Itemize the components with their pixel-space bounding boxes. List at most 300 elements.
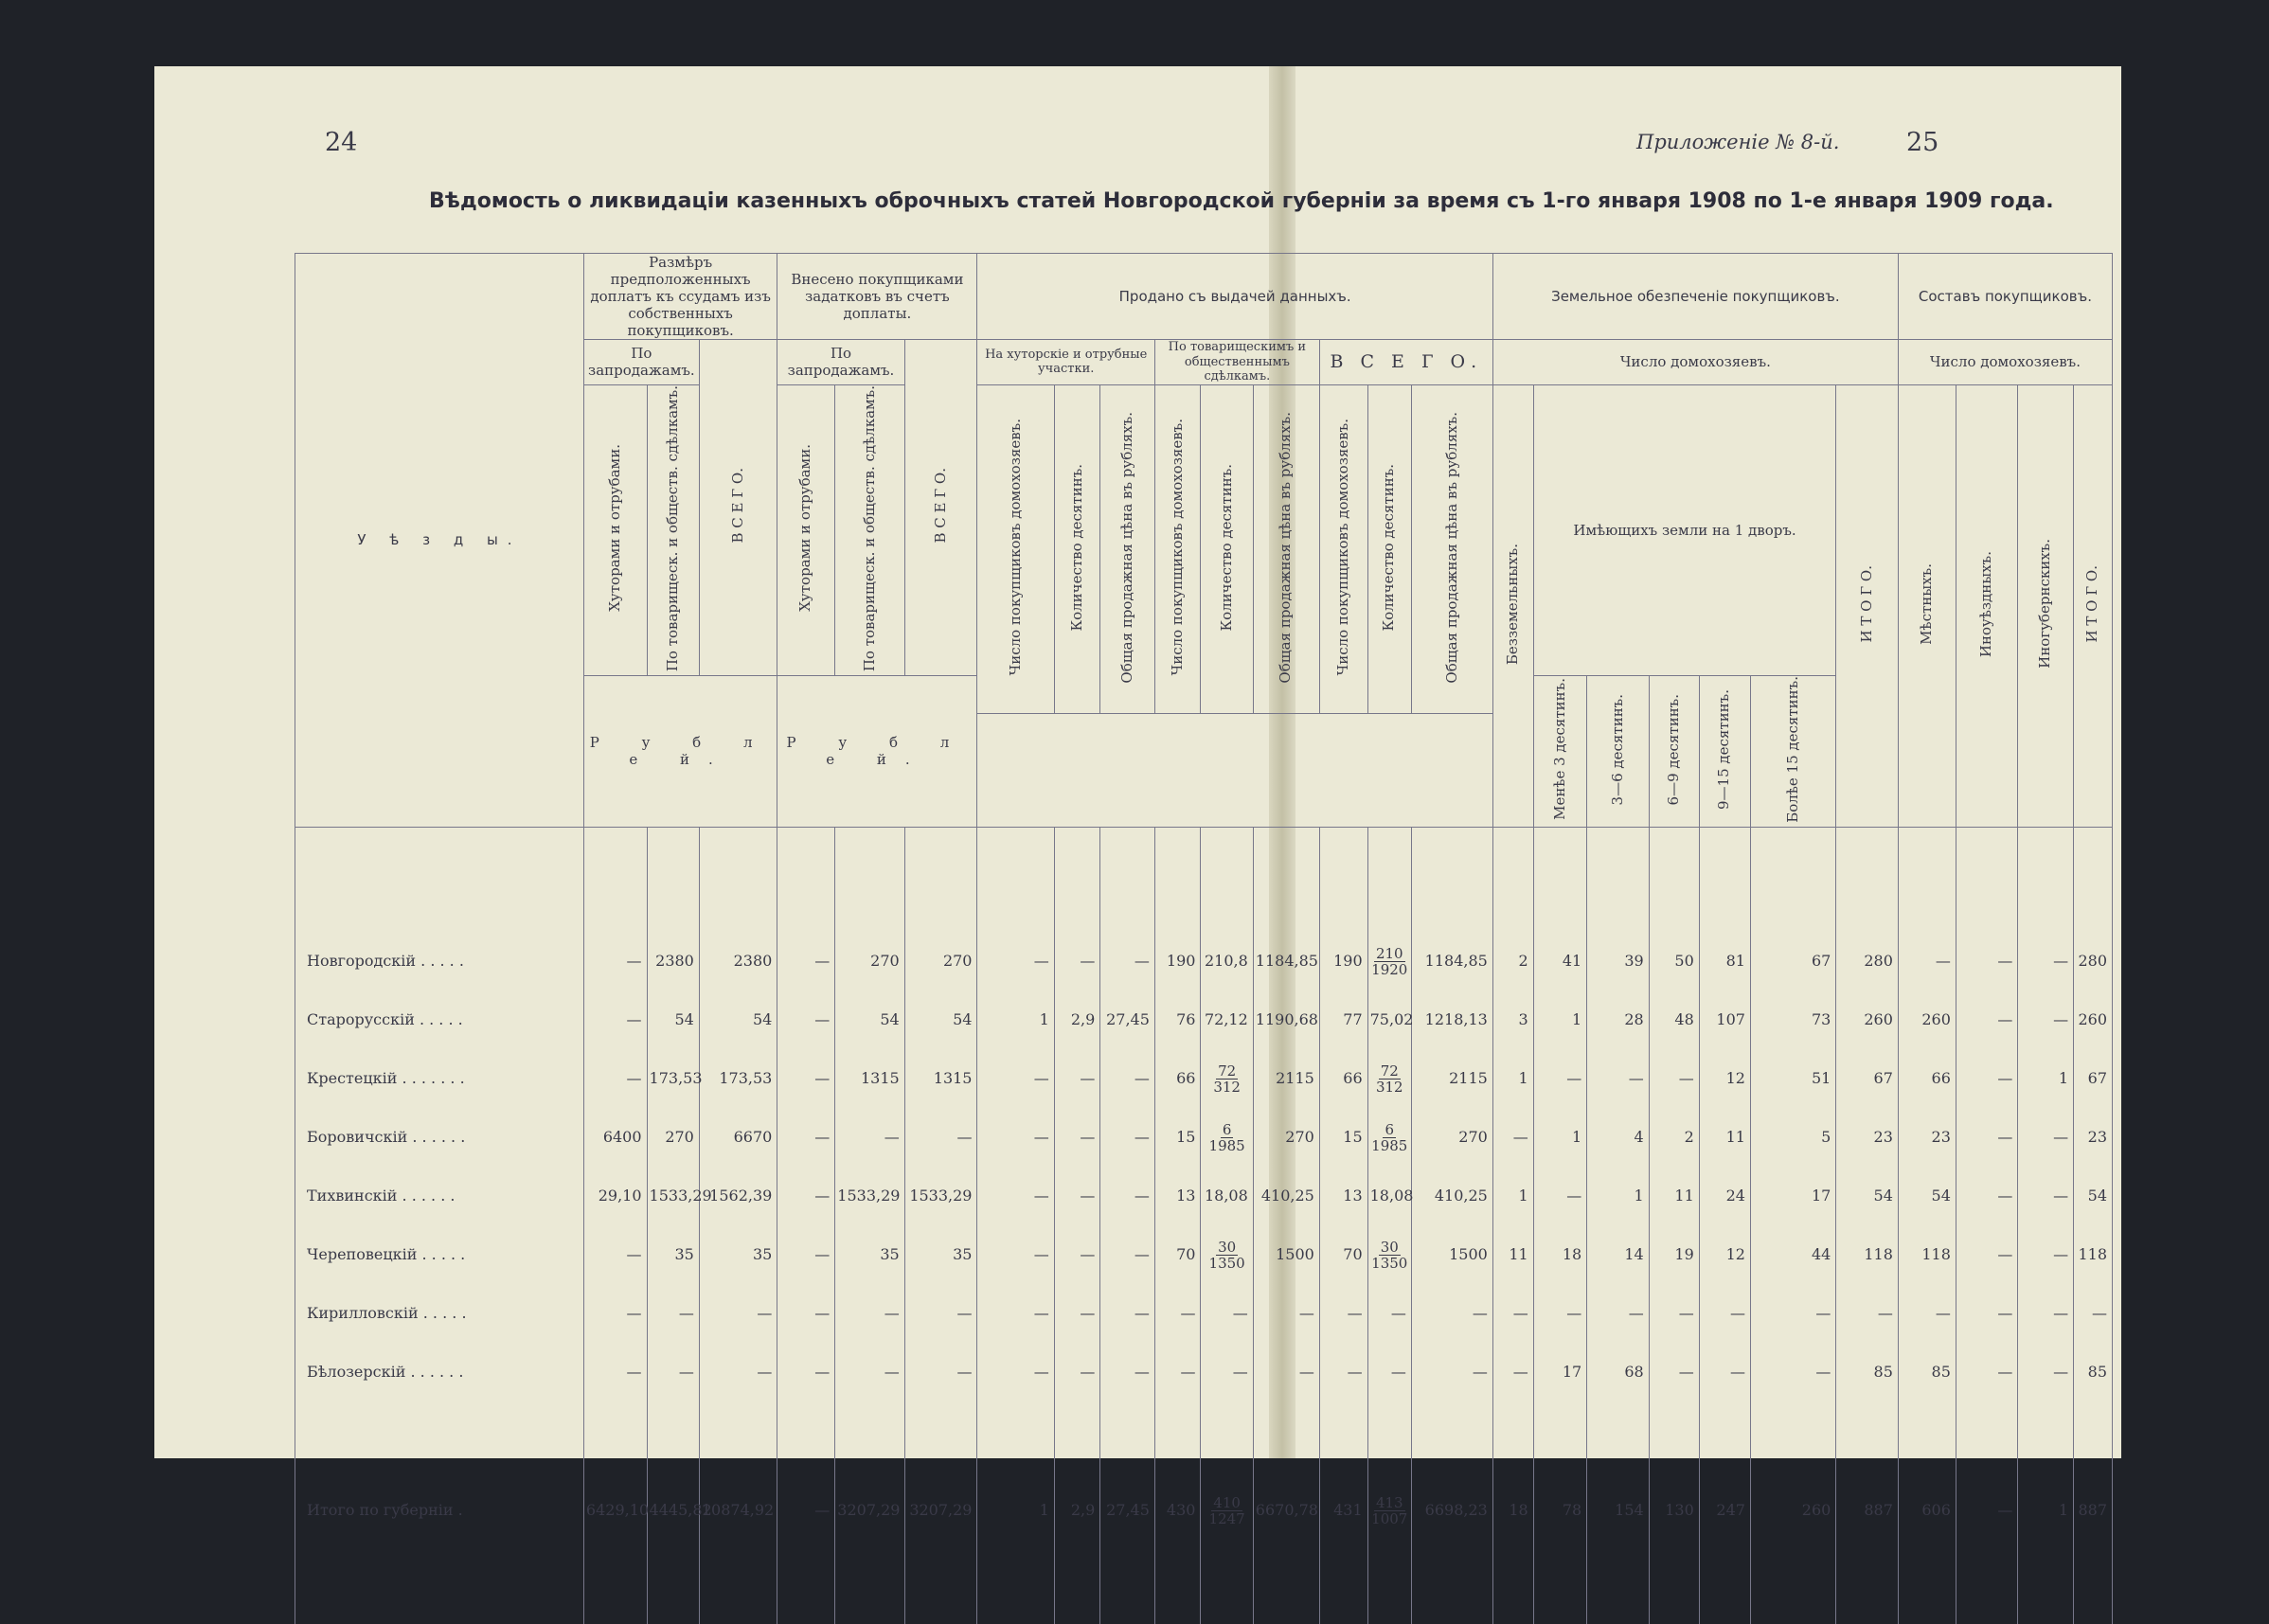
end-cell [1587,1567,1650,1624]
gap-cell [1201,1401,1253,1454]
cell-c24: — [1956,990,2018,1049]
cell-c1: — [583,932,647,990]
cell-c12: — [1253,1343,1319,1401]
gap-cell [977,1401,1054,1454]
gap-cell [583,1401,647,1454]
cell-c19: — [1649,1284,1699,1343]
cell-c21: 44 [1750,1225,1835,1284]
left-page-number: 24 [325,128,358,157]
cell-c18: — [1587,1284,1650,1343]
cell-c21: 51 [1750,1049,1835,1108]
cell-c2: 173,53 [647,1049,699,1108]
cell-c14: $\frac{413}{1007}$ [1367,1454,1411,1567]
end-cell [2018,1567,2074,1624]
cell-c23: 85 [1898,1343,1956,1401]
cell-c17: 17 [1533,1343,1586,1401]
uezd-name: Кирилловскій . . . . . [295,1284,584,1343]
cell-c23: — [1898,932,1956,990]
head-gt15: Болѣе 15 десятинъ. [1750,675,1835,827]
gap-cell [1367,1401,1411,1454]
cell-c6: 54 [904,990,977,1049]
cell-c15: 2115 [1411,1049,1492,1108]
cell-c12: 1500 [1253,1225,1319,1284]
head-landless: Безземельныхъ. [1492,384,1533,827]
cell-c17: — [1533,1049,1586,1108]
head-other-uezd: Иноуѣздныхъ. [1956,384,2018,827]
cell-c11: 210,8 [1201,932,1253,990]
cell-c11: $\frac{6}{1985}$ [1201,1108,1253,1167]
cell-c16: 2 [1492,932,1533,990]
cell-c7: — [977,932,1054,990]
cell-c6: 1533,29 [904,1167,977,1225]
gap-cell [1411,1401,1492,1454]
head-other-guberniya: Иногубернскихъ. [2018,384,2074,827]
cell-c8: — [1054,1225,1100,1284]
cell-c9: — [1100,932,1155,990]
table-row [295,1167,2113,1225]
cell-c11: — [1201,1284,1253,1343]
uezd-name: Старорусскій . . . . . [295,990,584,1049]
cell-c21: 17 [1750,1167,1835,1225]
gap-cell [1253,1401,1319,1454]
cell-c9: — [1100,1108,1155,1167]
cell-c18: 14 [1587,1225,1650,1284]
cell-c15: 1184,85 [1411,932,1492,990]
cell-c5: 3207,29 [835,1454,904,1567]
head-deposits: Внесено покупщиками задатковъ въ счетъ доплаты. [777,254,977,340]
cell-c10: — [1154,1284,1201,1343]
cell-c13: 15 [1319,1108,1367,1167]
cell-c12: 270 [1253,1108,1319,1167]
head-g3a-area: Количество десятинъ. [1054,384,1100,713]
cell-c11: 18,08 [1201,1167,1253,1225]
cell-c3: 173,53 [699,1049,777,1108]
cell-c7: — [977,1049,1054,1108]
appendix-label: Приложеніе № 8-й. [1636,131,1840,153]
cell-c24: — [1956,1167,2018,1225]
cell-c12: 1184,85 [1253,932,1319,990]
gap-cell [1836,1401,1899,1454]
cell-c5: — [835,1108,904,1167]
end-cell [699,1567,777,1624]
spacer-row [295,827,2113,932]
cell-c19: — [1649,1049,1699,1108]
end-cell [1649,1567,1699,1624]
cell-c10: 15 [1154,1108,1201,1167]
cell-c2: — [647,1343,699,1401]
cell-c3: — [699,1343,777,1401]
cell-c15: 1218,13 [1411,990,1492,1049]
cell-c22: 118 [1836,1225,1899,1284]
end-cell [1836,1567,1899,1624]
cell-c15: 1500 [1411,1225,1492,1284]
cell-c9: — [1100,1225,1155,1284]
cell-c25: — [2018,1343,2074,1401]
cell-c14: — [1367,1284,1411,1343]
gap-cell [835,1401,904,1454]
cell-c23: 54 [1898,1167,1956,1225]
head-g3c-area: Количество десятинъ. [1367,384,1411,713]
cell-c17: — [1533,1284,1586,1343]
cell-c22: 85 [1836,1343,1899,1401]
cell-c15: — [1411,1284,1492,1343]
cell-c10: 70 [1154,1225,1201,1284]
head-deposits-total: В С Е Г О. [904,340,977,676]
cell-c13: 66 [1319,1049,1367,1108]
cell-c25: — [2018,1225,2074,1284]
cell-c3: — [699,1284,777,1343]
cell-c5: 270 [835,932,904,990]
liquidation-table [295,253,2113,1624]
cell-c7: — [977,1167,1054,1225]
head-sold-farms: На хуторскіе и отрубные участки. [977,340,1154,385]
end-cell [1898,1567,1956,1624]
cell-c7: 1 [977,1454,1054,1567]
gap-cell [1319,1401,1367,1454]
cell-c26: 260 [2074,990,2113,1049]
cell-c24: — [1956,1343,2018,1401]
cell-c22: 67 [1836,1049,1899,1108]
head-sold-total: В С Е Г О. [1319,340,1492,385]
end-cell [295,1567,584,1624]
cell-c11: $\frac{72}{312}$ [1201,1049,1253,1108]
cell-c3: 1562,39 [699,1167,777,1225]
end-cell [1100,1567,1155,1624]
cell-c14: $\frac{6}{1985}$ [1367,1108,1411,1167]
gap-cell [699,1401,777,1454]
cell-c2: 1533,29 [647,1167,699,1225]
head-9-15: 9—15 десятинъ. [1699,675,1750,827]
cell-c14: $\frac{30}{1350}$ [1367,1225,1411,1284]
cell-c16: 11 [1492,1225,1533,1284]
uezd-name: Итого по губерніи . [295,1454,584,1567]
cell-c20: — [1699,1284,1750,1343]
end-cell [1054,1567,1100,1624]
cell-c9: — [1100,1049,1155,1108]
head-land-total: И Т О Г О. [1836,384,1899,827]
cell-c18: 154 [1587,1454,1650,1567]
head-g3a-price: Общая продажная цѣна въ рубляхъ. [1100,384,1155,713]
cell-c1: — [583,1284,647,1343]
gap-cell [1649,1401,1699,1454]
cell-c25: 1 [2018,1049,2074,1108]
cell-c15: 6698,23 [1411,1454,1492,1567]
end-cell [2074,1567,2113,1624]
cell-c22: 23 [1836,1108,1899,1167]
cell-c3: 6670 [699,1108,777,1167]
cell-c20: 24 [1699,1167,1750,1225]
cell-c17: — [1533,1167,1586,1225]
cell-c6: 270 [904,932,977,990]
cell-c2: 2380 [647,932,699,990]
cell-c8: — [1054,1049,1100,1108]
cell-c24: — [1956,1454,2018,1567]
head-sold: Продано съ выдачей данныхъ. [977,254,1492,340]
cell-c18: — [1587,1049,1650,1108]
cell-c6: 35 [904,1225,977,1284]
cell-c25: — [2018,1108,2074,1167]
cell-c9: — [1100,1343,1155,1401]
table-row [295,990,2113,1049]
cell-c2: 35 [647,1225,699,1284]
cell-c7: — [977,1343,1054,1401]
cell-c1: — [583,1225,647,1284]
cell-c13: 70 [1319,1225,1367,1284]
cell-c22: 260 [1836,990,1899,1049]
table-row [295,1108,2113,1167]
cell-c24: — [1956,932,2018,990]
gap-cell [1054,1401,1100,1454]
head-6-9: 6—9 десятинъ. [1649,675,1699,827]
gap-cell [1956,1401,2018,1454]
cell-c10: 430 [1154,1454,1201,1567]
uezd-name: Бѣлозерскій . . . . . . [295,1343,584,1401]
cell-c14: 18,08 [1367,1167,1411,1225]
cell-c18: 1 [1587,1167,1650,1225]
cell-c15: 270 [1411,1108,1492,1167]
cell-c25: — [2018,932,2074,990]
cell-c7: 1 [977,990,1054,1049]
cell-c19: 130 [1649,1454,1699,1567]
total-row [295,1454,2113,1567]
cell-c23: 66 [1898,1049,1956,1108]
cell-c19: 50 [1649,932,1699,990]
head-g3c-price: Общая продажная цѣна въ рубляхъ. [1411,384,1492,713]
gap-cell [1898,1401,1956,1454]
cell-c8: 2,9 [1054,990,1100,1049]
cell-c8: — [1054,1284,1100,1343]
end-cell [1956,1567,2018,1624]
cell-c24: — [1956,1284,2018,1343]
cell-c16: — [1492,1284,1533,1343]
cell-c16: 1 [1492,1167,1533,1225]
gap-cell [777,1401,835,1454]
cell-c14: $\frac{72}{312}$ [1367,1049,1411,1108]
cell-c19: 19 [1649,1225,1699,1284]
head-land-security: Земельное обезпеченіе покупщиковъ. [1492,254,1898,340]
page-title: Вѣдомость о ликвидаціи казенныхъ оброчныхъ статей Новгородской губерніи за время съ 1-го января 1908 по 1-е января 1909 года. [429,189,2054,213]
cell-c22: 54 [1836,1167,1899,1225]
cell-c21: 67 [1750,932,1835,990]
cell-c10: 76 [1154,990,1201,1049]
cell-c21: 73 [1750,990,1835,1049]
cell-c17: 78 [1533,1454,1586,1567]
cell-c2: 270 [647,1108,699,1167]
cell-c22: — [1836,1284,1899,1343]
cell-c16: — [1492,1343,1533,1401]
cell-c12: 2115 [1253,1049,1319,1108]
cell-c7: — [977,1225,1054,1284]
cell-c4: — [777,1454,835,1567]
cell-c19: 2 [1649,1108,1699,1167]
cell-c4: — [777,932,835,990]
gap-cell [1492,1401,1533,1454]
cell-c12: 1190,68 [1253,990,1319,1049]
cell-c26: 54 [2074,1167,2113,1225]
cell-c3: 54 [699,990,777,1049]
end-cell [835,1567,904,1624]
end-cell [1699,1567,1750,1624]
cell-c16: 18 [1492,1454,1533,1567]
cell-c12: — [1253,1284,1319,1343]
head-surcharge-total: В С Е Г О. [699,340,777,676]
cell-c4: — [777,990,835,1049]
book-spread [154,66,2121,1528]
gap-cell [2074,1401,2113,1454]
gap-row [295,1401,2113,1454]
cell-c26: — [2074,1284,2113,1343]
head-g3a-buyers: Число покупщиковъ домохозяевъ. [977,384,1054,713]
cell-c10: 13 [1154,1167,1201,1225]
cell-c20: 12 [1699,1225,1750,1284]
end-cell [1411,1567,1492,1624]
end-cell [1319,1567,1367,1624]
table-row [295,1049,2113,1108]
cell-c18: 39 [1587,932,1650,990]
cell-c15: — [1411,1343,1492,1401]
cell-c21: 260 [1750,1454,1835,1567]
head-g2-partnership: По товарищеск. и обществ. сдѣлкамъ. [835,384,904,675]
cell-c6: — [904,1108,977,1167]
head-g2-farms: Хуторами и отрубами. [777,384,835,675]
cell-c21: — [1750,1284,1835,1343]
cell-c2: 54 [647,990,699,1049]
end-cell [1201,1567,1253,1624]
head-comp-total: И Т О Г О. [2074,384,2113,827]
cell-c20: 12 [1699,1049,1750,1108]
cell-c11: $\frac{410}{1247}$ [1201,1454,1253,1567]
cell-c1: 6429,10 [583,1454,647,1567]
cell-c16: 3 [1492,990,1533,1049]
cell-c25: 1 [2018,1454,2074,1567]
head-composition: Составъ покупщиковъ. [1898,254,2112,340]
cell-c13: 431 [1319,1454,1367,1567]
cell-c3: 2380 [699,932,777,990]
cell-c4: — [777,1225,835,1284]
head-having-land: Имѣющихъ земли на 1 дворъ. [1533,384,1836,675]
cell-c4: — [777,1049,835,1108]
head-land-households: Число домохозяевъ. [1492,340,1898,385]
gap-cell [647,1401,699,1454]
cell-c18: 28 [1587,990,1650,1049]
cell-c21: 5 [1750,1108,1835,1167]
cell-c6: 3207,29 [904,1454,977,1567]
cell-c22: 280 [1836,932,1899,990]
cell-c16: — [1492,1108,1533,1167]
head-sold-partnership: По товарищескимъ и общественнымъ сдѣлкамъ. [1154,340,1319,385]
end-cell [1750,1567,1835,1624]
cell-c10: 66 [1154,1049,1201,1108]
end-cell [1367,1567,1411,1624]
head-g3b-buyers: Число покупщиковъ домохозяевъ. [1154,384,1201,713]
head-g3c-buyers: Число покупщиковъ домохозяевъ. [1319,384,1367,713]
end-cell [1154,1567,1201,1624]
end-cell [647,1567,699,1624]
cell-c24: — [1956,1225,2018,1284]
uezd-name: Крестецкій . . . . . . . [295,1049,584,1108]
cell-c6: — [904,1284,977,1343]
cell-c20: 107 [1699,990,1750,1049]
cell-c25: — [2018,1167,2074,1225]
cell-c8: 2,9 [1054,1454,1100,1567]
cell-c26: 67 [2074,1049,2113,1108]
cell-c19: — [1649,1343,1699,1401]
gap-cell [295,1401,584,1454]
uezd-name: Тихвинскій . . . . . . [295,1167,584,1225]
cell-c3: 35 [699,1225,777,1284]
cell-c9: 27,45 [1100,1454,1155,1567]
gap-cell [1699,1401,1750,1454]
cell-c12: 6670,78 [1253,1454,1319,1567]
cell-c15: 410,25 [1411,1167,1492,1225]
end-row [295,1567,2113,1624]
cell-c26: 23 [2074,1108,2113,1167]
gap-cell [1587,1401,1650,1454]
cell-c14: 75,02 [1367,990,1411,1049]
cell-c23: 118 [1898,1225,1956,1284]
cell-c9: — [1100,1284,1155,1343]
cell-c8: — [1054,1167,1100,1225]
cell-c4: — [777,1343,835,1401]
table-row [295,1343,2113,1401]
cell-c13: 190 [1319,932,1367,990]
cell-c7: — [977,1108,1054,1167]
cell-c9: — [1100,1167,1155,1225]
cell-c8: — [1054,932,1100,990]
cell-c5: — [835,1343,904,1401]
head-g1-farms: Хуторами и отрубами. [583,384,647,675]
gap-cell [1750,1401,1835,1454]
cell-c14: — [1367,1343,1411,1401]
cell-c17: 1 [1533,1108,1586,1167]
cell-c2: 4445,82 [647,1454,699,1567]
cell-c26: 887 [2074,1454,2113,1567]
right-page-number: 25 [1906,128,1939,157]
cell-c26: 280 [2074,932,2113,990]
cell-c4: — [777,1167,835,1225]
head-surcharge-sub: По запродажамъ. [583,340,699,385]
cell-c21: — [1750,1343,1835,1401]
cell-c5: 54 [835,990,904,1049]
cell-c4: — [777,1108,835,1167]
cell-c3: 10874,92 [699,1454,777,1567]
end-cell [1492,1567,1533,1624]
uezd-name: Череповецкій . . . . . [295,1225,584,1284]
head-spacer [977,713,1492,827]
cell-c1: — [583,990,647,1049]
cell-c16: 1 [1492,1049,1533,1108]
gap-cell [1100,1401,1155,1454]
cell-c6: 1315 [904,1049,977,1108]
cell-c8: — [1054,1343,1100,1401]
cell-c18: 4 [1587,1108,1650,1167]
cell-c1: — [583,1049,647,1108]
table-row [295,1225,2113,1284]
end-cell [977,1567,1054,1624]
cell-c5: 35 [835,1225,904,1284]
gap-cell [1154,1401,1201,1454]
cell-c1: 6400 [583,1108,647,1167]
cell-c10: — [1154,1343,1201,1401]
table-row [295,1284,2113,1343]
cell-c13: — [1319,1284,1367,1343]
table-body [295,827,2113,1624]
head-g3b-area: Количество десятинъ. [1201,384,1253,713]
cell-c9: 27,45 [1100,990,1155,1049]
cell-c13: 77 [1319,990,1367,1049]
cell-c23: 606 [1898,1454,1956,1567]
cell-c26: 85 [2074,1343,2113,1401]
